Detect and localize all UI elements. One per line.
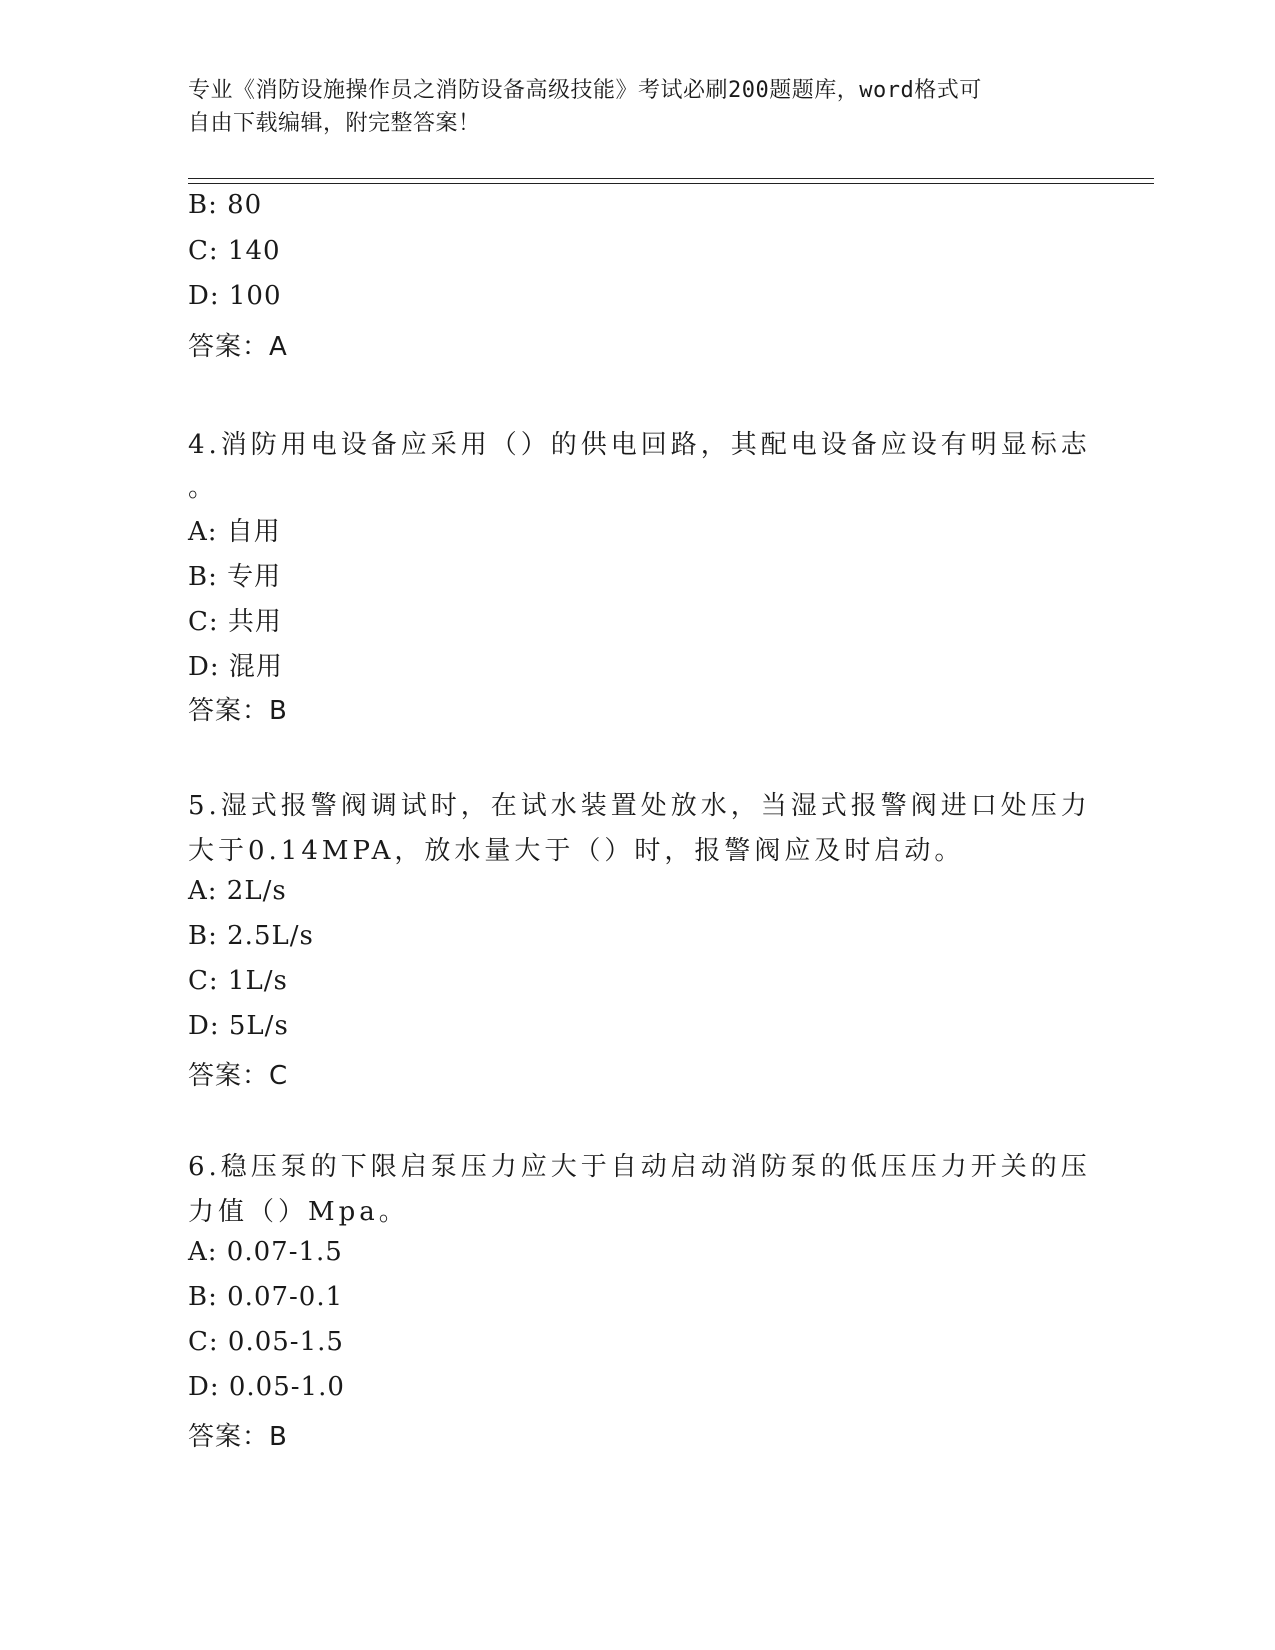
question-6-stem: 6.稳压泵的下限启泵压力应大于自动启动消防泵的低压压力开关的压 (188, 1152, 1091, 1182)
answer: 答案：A (188, 332, 288, 362)
question-6-option-d: D: 0.05-1.0 (188, 1372, 345, 1402)
question-4-answer: 答案：B (188, 696, 288, 726)
question-6-answer: 答案：B (188, 1422, 288, 1452)
question-6-stem-cont: 力值（）Mpa。 (188, 1197, 409, 1227)
question-4-option-b: B: 专用 (188, 562, 282, 592)
option-b: B: 80 (188, 190, 263, 220)
question-6-option-a: A: 0.07-1.5 (188, 1237, 343, 1267)
question-5-option-c: C: 1L/s (188, 966, 288, 996)
question-4-option-a: A: 自用 (188, 517, 281, 547)
question-5-option-b: B: 2.5L/s (188, 921, 314, 951)
question-4-stem: 4.消防用电设备应采用（）的供电回路，其配电设备应设有明显标志 (188, 430, 1091, 460)
question-5-option-d: D: 5L/s (188, 1011, 289, 1041)
document-header (188, 74, 1068, 140)
question-4-stem-cont: 。 (188, 473, 219, 503)
question-5-stem-cont: 大于0.14MPA，放水量大于（）时，报警阀应及时启动。 (188, 836, 965, 866)
header-line-1: 专业《消防设施操作员之消防设备高级技能》考试必刷200题题库，word格式可 (188, 78, 982, 103)
option-d: D: 100 (188, 281, 282, 311)
question-4-option-c: C: 共用 (188, 607, 282, 637)
question-5-option-a: A: 2L/s (188, 876, 287, 906)
header-line-2: 自由下载编辑，附完整答案！ (188, 111, 481, 136)
question-5-answer: 答案：C (188, 1061, 289, 1091)
question-6-option-b: B: 0.07-0.1 (188, 1282, 344, 1312)
question-4-option-d: D: 混用 (188, 652, 283, 682)
header-divider-bottom (188, 183, 1154, 184)
option-c: C: 140 (188, 236, 281, 266)
header-divider-top (188, 178, 1154, 179)
question-6-option-c: C: 0.05-1.5 (188, 1327, 344, 1357)
question-5-stem: 5.湿式报警阀调试时，在试水装置处放水，当湿式报警阀进口处压力 (188, 791, 1091, 821)
